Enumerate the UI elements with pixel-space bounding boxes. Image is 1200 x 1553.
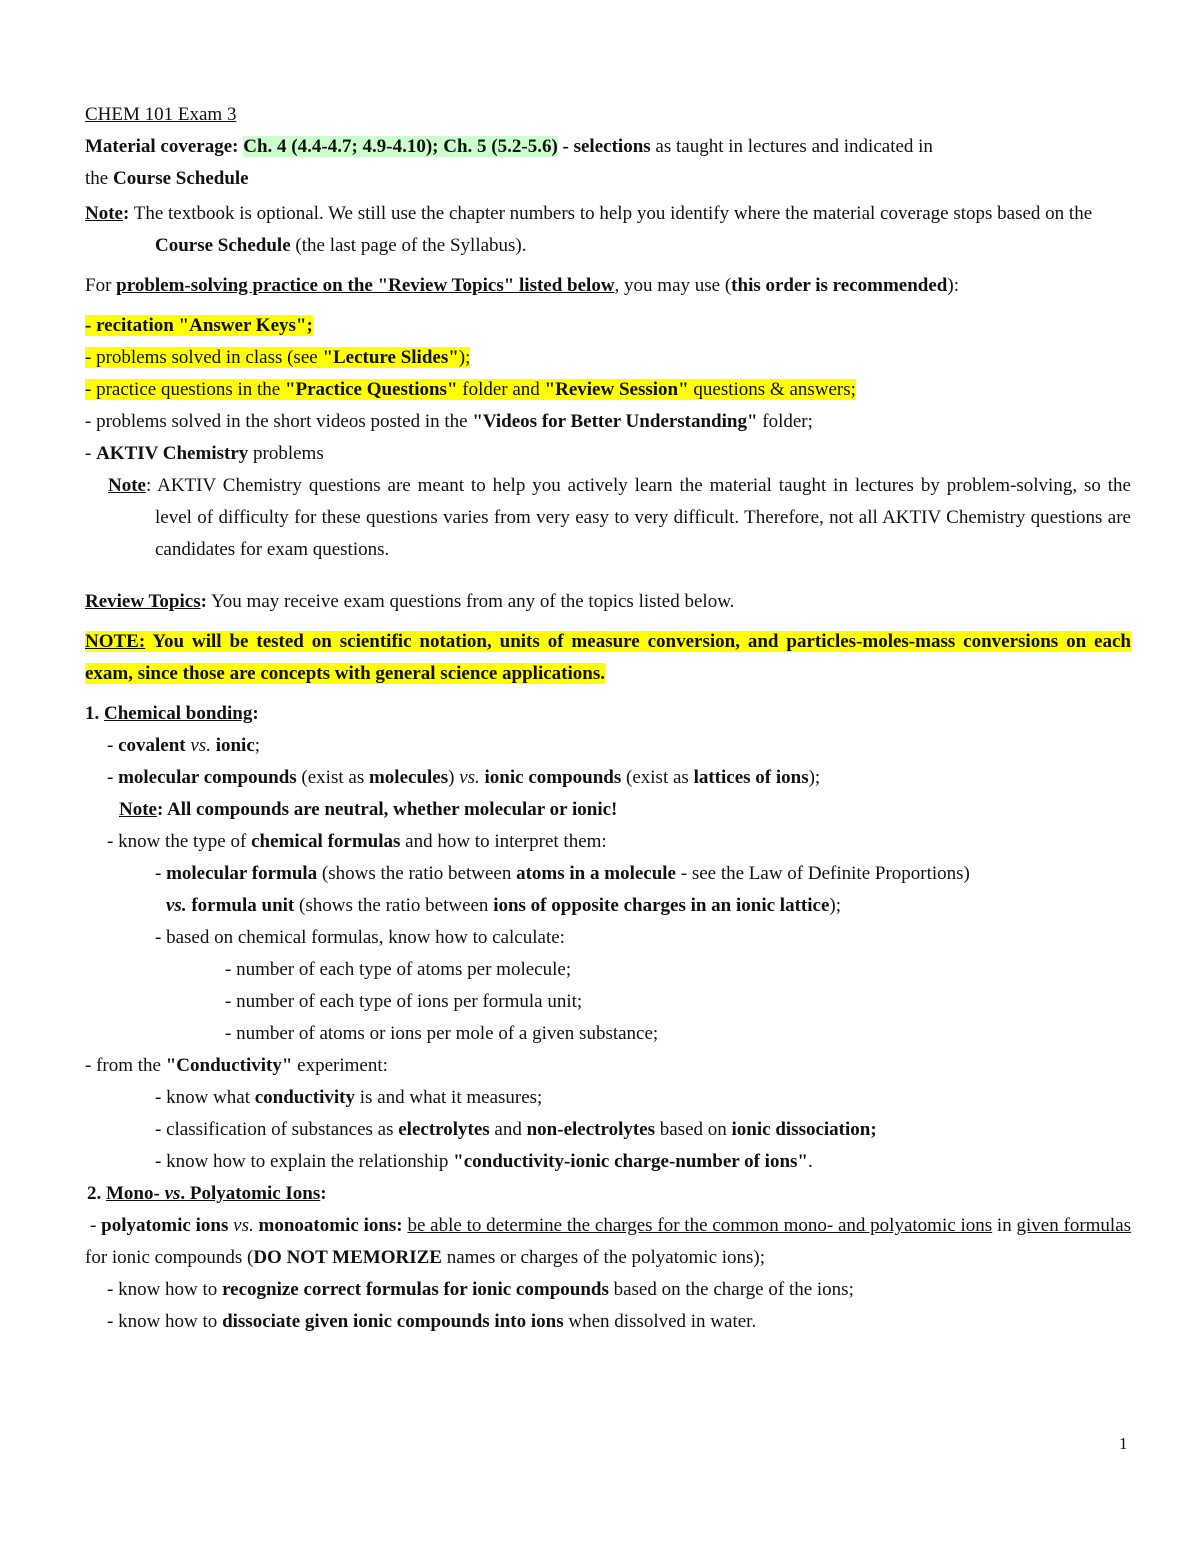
review-topics-line: Review Topics: You may receive exam questions from any of the topics listed below. — [85, 591, 735, 612]
exam-note: NOTE: You will be tested on scientific notation, units of measure conversion, and particles-moles-mass conversions on each exam, since those are concepts with general science applications. — [85, 631, 1131, 684]
practice-item-practice-questions: - practice questions in the "Practice Questions" folder and "Review Session" questions & answers; — [85, 379, 856, 400]
s1-molecular-ionic: - molecular compounds (exist as molecules) vs. ionic compounds (exist as lattices of ions); — [107, 767, 821, 788]
material-coverage-cont: the Course Schedule — [85, 168, 249, 189]
s1-formula-unit: vs. formula unit (shows the ratio between ions of opposite charges in an ionic lattice); — [166, 895, 841, 916]
s1-molecular-formula: - molecular formula (shows the ratio between atoms in a molecule - see the Law of Definite Proportions) — [155, 863, 970, 884]
s1-calculate: - based on chemical formulas, know how to calculate: — [155, 927, 565, 948]
practice-item-lecture-slides: - problems solved in class (see "Lecture Slides"); — [85, 347, 471, 368]
s1-covalent-ionic: - covalent vs. ionic; — [107, 735, 261, 756]
material-coverage: Material coverage: Ch. 4 (4.4-4.7; 4.9-4.10); Ch. 5 (5.2-5.6) - selections as taught in lectures and indicated in — [85, 136, 933, 157]
practice-intro: For problem-solving practice on the "Review Topics" listed below, you may use (this order is recommended): — [85, 275, 959, 296]
document-title: CHEM 101 Exam 3 — [85, 104, 237, 125]
s1-ions-per-formula-unit: - number of each type of ions per formula unit; — [225, 991, 583, 1012]
coverage-range: Ch. 4 (4.4-4.7; 4.9-4.10); Ch. 5 (5.2-5.6) — [243, 136, 558, 157]
practice-item-answer-keys: - recitation "Answer Keys"; — [85, 315, 313, 336]
s2-polyatomic-monoatomic: - polyatomic ions vs. monoatomic ions: be able to determine the charges for the common mono- and polyatomic ions in given formulas for ionic compounds (DO NOT MEMORIZE names or charges of the polyatomic ions); — [85, 1215, 1132, 1268]
s1-conductivity-what: - know what conductivity is and what it measures; — [155, 1087, 543, 1108]
page-number: 1 — [1119, 1434, 1128, 1453]
textbook-note: Note: The textbook is optional. We still use the chapter numbers to help you identify where the material coverage stops based on the Course Schedule (the last page of the Syllabus). — [85, 203, 1093, 256]
s1-electrolytes: - classification of substances as electrolytes and non-electrolytes based on ionic dissociation; — [155, 1119, 877, 1140]
s1-neutral-note: Note: All compounds are neutral, whether molecular or ionic! — [119, 799, 618, 820]
s2-dissociate: - know how to dissociate given ionic compounds into ions when dissolved in water. — [107, 1311, 757, 1332]
s1-relationship: - know how to explain the relationship "conductivity-ionic charge-number of ions". — [155, 1151, 813, 1172]
s1-conductivity-experiment: - from the "Conductivity" experiment: — [85, 1055, 388, 1076]
aktiv-note: Note: AKTIV Chemistry questions are meant to help you actively learn the material taught in lectures by problem-solving, so the level of difficulty for these questions varies from very easy to very difficult. Therefore, not all AKTIV Chemistry questions are candidates for exam questions. — [108, 475, 1131, 560]
section-1-heading: 1. Chemical bonding: — [85, 703, 259, 724]
practice-item-aktiv: - AKTIV Chemistry problems — [85, 443, 324, 464]
section-2-heading: 2. Mono- vs. Polyatomic Ions: — [87, 1183, 327, 1204]
s2-recognize-formulas: - know how to recognize correct formulas for ionic compounds based on the charge of the ions; — [107, 1279, 854, 1300]
practice-item-videos: - problems solved in the short videos posted in the "Videos for Better Understanding" folder; — [85, 411, 813, 432]
s1-per-mole: - number of atoms or ions per mole of a given substance; — [225, 1023, 659, 1044]
s1-atoms-per-molecule: - number of each type of atoms per molecule; — [225, 959, 572, 980]
document-body — [85, 99, 1131, 1338]
s1-formula-types: - know the type of chemical formulas and how to interpret them: — [107, 831, 607, 852]
